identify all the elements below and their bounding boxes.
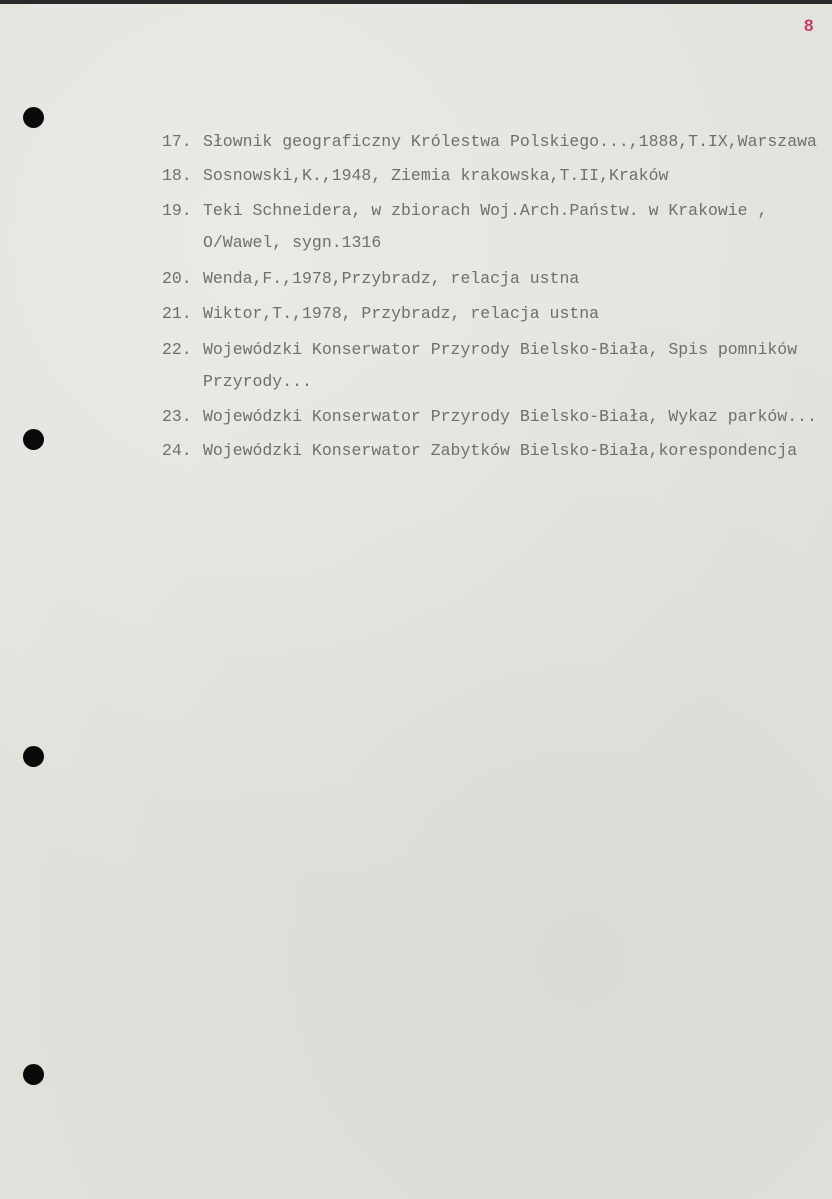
item-number: 24. — [162, 441, 192, 460]
punch-hole — [23, 429, 44, 450]
item-text: Przyrody... — [203, 372, 312, 391]
list-item — [162, 304, 830, 324]
list-item — [162, 340, 830, 360]
item-number: 20. — [162, 269, 192, 288]
page-number: 8 — [804, 16, 814, 35]
item-text: Wojewódzki Konserwator Przyrody Bielsko-Biała, Wykaz parków... — [203, 407, 817, 426]
punch-hole — [23, 1064, 44, 1085]
item-text: Słownik geograficzny Królestwa Polskiego...,1888,T.IX,Warszawa — [203, 132, 817, 151]
item-number: 19. — [162, 201, 192, 220]
list-item — [162, 441, 830, 461]
list-item — [162, 269, 830, 289]
item-number: 17. — [162, 132, 192, 151]
list-item-continuation — [162, 233, 832, 253]
item-number: 21. — [162, 304, 192, 323]
item-number: 22. — [162, 340, 192, 359]
list-item — [162, 201, 830, 221]
list-item-continuation — [162, 372, 832, 392]
list-item — [162, 166, 830, 186]
item-text: Wojewódzki Konserwator Zabytków Bielsko-Biała,korespondencja — [203, 441, 798, 460]
item-text: Wiktor,T.,1978, Przybradz, relacja ustna — [203, 304, 600, 323]
item-text: Sosnowski,K.,1948, Ziemia krakowska,T.II,Kraków — [203, 166, 669, 185]
punch-hole — [23, 107, 44, 128]
item-number: 23. — [162, 407, 192, 426]
item-text: Teki Schneidera, w zbiorach Woj.Arch.Państw. w Krakowie , — [203, 201, 768, 220]
punch-hole — [23, 746, 44, 767]
item-text: O/Wawel, sygn.1316 — [203, 233, 382, 252]
page-top-edge — [0, 0, 832, 4]
list-item — [162, 407, 830, 427]
item-number: 18. — [162, 166, 192, 185]
list-item — [162, 132, 830, 152]
item-text: Wojewódzki Konserwator Przyrody Bielsko-Biała, Spis pomników — [203, 340, 798, 359]
item-text: Wenda,F.,1978,Przybradz, relacja ustna — [203, 269, 580, 288]
